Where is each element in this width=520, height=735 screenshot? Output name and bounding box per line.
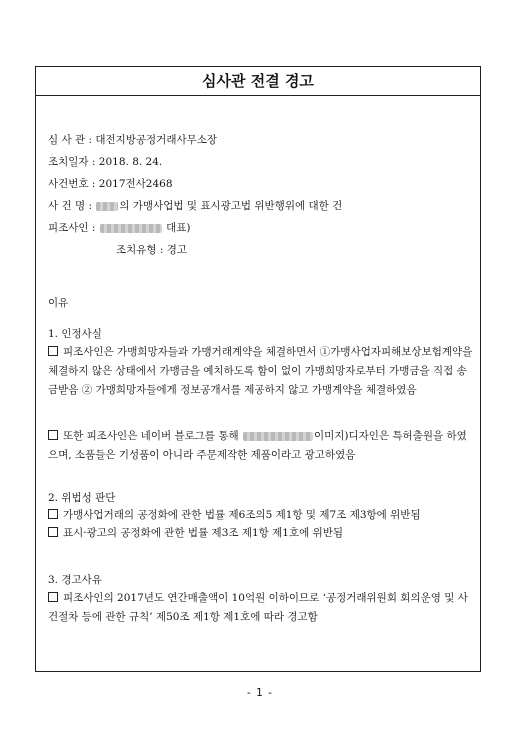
respondent-suffix: 대표)	[166, 222, 191, 234]
finding-item-2	[48, 427, 473, 465]
case-number-label: 사건번호 :	[48, 178, 96, 190]
finding-item-1	[48, 343, 473, 400]
warning-heading: 3. 경고사유	[48, 574, 102, 586]
checkbox-icon	[48, 346, 58, 356]
date-label: 조치일자 :	[48, 156, 96, 168]
case-name-label: 사 건 명 :	[48, 200, 92, 212]
redacted-name	[96, 202, 118, 211]
checkbox-icon	[48, 527, 58, 537]
finding-1-text: 피조사인은 가맹희망자들과 가맹거래계약을 체결하면서 ①가맹사업자피해보상보험계약을 체결하지 않은 상태에서 가맹금을 예치하도록 함이 없이 가맹희망자로부터 가맹금을 직접 송금받음 ② 가맹희망자들에게 정보공개서를 제공하지 않고 가맹계약을 체결하였음	[48, 346, 473, 396]
finding-2-text-post: 이미지)디자인은 특허출원을 하였으며, 소품들은 기성품이 아니라 주문제작한 제품이라고 광고하였음	[48, 430, 467, 461]
respondent-label: 피조사인 :	[48, 222, 96, 234]
illegality-heading: 2. 위법성 판단	[48, 492, 116, 504]
checkbox-icon	[48, 509, 58, 519]
date-row	[48, 155, 162, 169]
page-number: - 1 -	[247, 687, 273, 699]
reason-heading: 이유	[48, 297, 69, 309]
warning-item-1	[48, 589, 473, 627]
case-name-value: 의 가맹사업법 및 표시광고법 위반행위에 대한 건	[119, 200, 343, 212]
illegality-2-text: 표시·광고의 공정화에 관한 법률 제3조 제1항 제1호에 위반됨	[63, 527, 344, 539]
date-value: 2018. 8. 24.	[98, 156, 163, 168]
case-number-value: 2017전사2468	[98, 178, 173, 190]
case-name-row	[48, 199, 342, 213]
illegality-item-1	[48, 508, 421, 522]
case-number-row	[48, 177, 173, 191]
examiner-row	[48, 133, 217, 147]
redacted-respondent	[100, 224, 162, 233]
findings-heading: 1. 인정사실	[48, 328, 102, 340]
warning-1-text: 피조사인의 2017년도 연간매출액이 10억원 이하이므로 ‘공정거래위원회 회의운영 및 사건절차 등에 관한 규칙’ 제50조 제1항 제1호에 따라 경고함	[48, 592, 468, 623]
action-type: 조치유형 : 경고	[116, 244, 188, 256]
checkbox-icon	[48, 430, 58, 440]
checkbox-icon	[48, 592, 58, 602]
respondent-row	[48, 221, 191, 235]
illegality-item-2	[48, 526, 343, 540]
examiner-value: 대전지방공정거래사무소장	[95, 134, 218, 146]
illegality-1-text: 가맹사업거래의 공정화에 관한 법률 제6조의5 제1항 및 제7조 제3항에 위반됨	[63, 509, 421, 521]
finding-2-text-pre: 또한 피조사인은 네이버 블로그를 통해	[63, 430, 239, 442]
redacted-blog-name	[243, 432, 313, 441]
document-title: 심사관 전결 경고	[35, 66, 481, 96]
examiner-label: 심 사 관 :	[48, 134, 92, 146]
